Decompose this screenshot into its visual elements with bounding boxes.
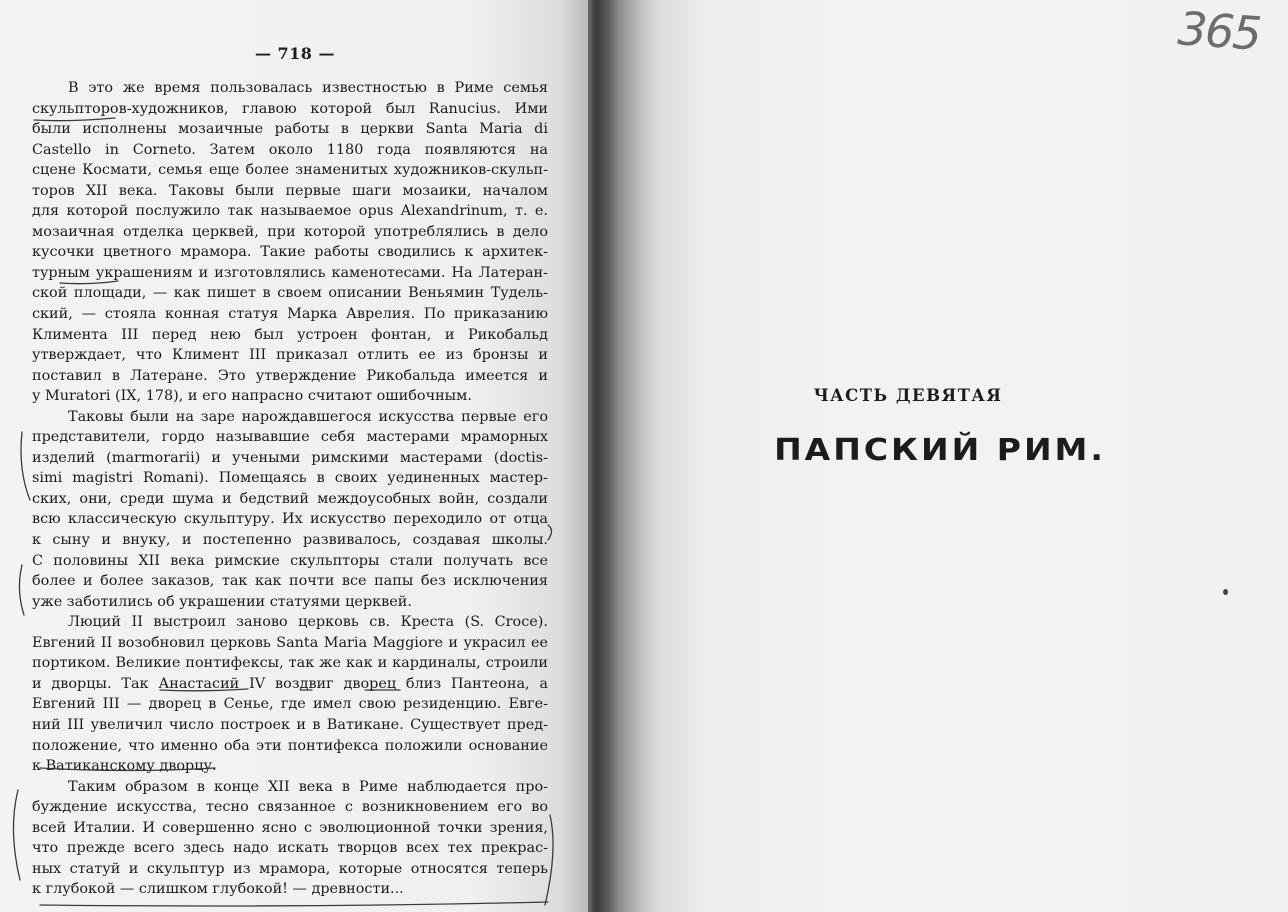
text-line: поставил в Латеране. Это утверждение Рикобальда имеется и	[32, 367, 548, 384]
part-label: ЧАСТЬ ДЕВЯТАЯ	[813, 386, 1003, 405]
text-line: портиком. Великие понтифексы, так же как и кардиналы, строили	[32, 655, 548, 672]
text-line: кусочки цветного мрамора. Такие работы сводились к архитек-	[32, 244, 548, 261]
text-line: более и более заказов, так как почти все папы без исключения	[32, 573, 548, 590]
text-line: к глубокой — слишком глубокой! — древности...	[32, 881, 404, 898]
paragraph	[32, 78, 548, 407]
text-line: Люций II выстроил заново церковь св. Креста (S. Croce).	[68, 614, 548, 631]
text-line: были исполнены мозаичные работы в церкви Santa Maria di	[32, 121, 548, 138]
text-line: ской площади, — как пишет в своем описании Веньямин Тудель-	[32, 285, 548, 302]
text-line: Таковы были на заре нарождавшегося искусства первые его	[68, 408, 548, 425]
text-line: у Muratori (IX, 178), и его напрасно считают ошибочным.	[32, 388, 472, 405]
text-line: Таким образом в конце XII века в Риме наблюдается про-	[68, 778, 548, 795]
text-line: изделий (marmorarii) и учеными римскими мастерами (doctis-	[32, 449, 548, 466]
text-line: уже заботились об украшении статуями церквей.	[32, 593, 412, 610]
text-line: к сыну и внуку, и постепенно развивалось, создавая школы.	[32, 532, 548, 549]
book-gutter	[588, 0, 658, 912]
text-line: С половины XII века римские скульпторы стали получать все	[32, 552, 548, 569]
text-line: утверждает, что Климент III приказал отлить ее из бронзы и	[32, 347, 548, 364]
text-line: что прежде всего здесь надо искать творцов всех тех прекрас-	[32, 840, 548, 857]
text-column	[32, 78, 548, 900]
text-line: всей Италии. И совершенно ясно с эволюционной точки зрения,	[32, 819, 548, 836]
handwritten-page-number: 365	[1176, 1, 1262, 61]
ink-speck	[1223, 589, 1228, 595]
text-line: Евгений II возобновил церковь Santa Maria Maggiore и украсил ее	[32, 634, 548, 651]
text-line: турным украшениям и изготовлялись каменотесами. На Латеран-	[32, 264, 548, 281]
text-line: В это же время пользовалась известностью в Риме семья	[68, 80, 548, 96]
text-line: всю классическую скульптуру. Их искусство переходило от отца	[32, 511, 548, 528]
text-line: сцене Космати, семья еще более знаменитых художников-скульп-	[32, 162, 548, 179]
text-line: буждение искусства, тесно связанное с возникновением его во	[32, 799, 548, 816]
text-line: Климента III перед нею был устроен фонтан, и Рикобальд	[32, 326, 548, 343]
text-line: Castello in Corneto. Затем около 1180 года появляются на	[32, 141, 548, 158]
text-line: ских, они, среди шума и бедствий междоусобных войн, создали	[32, 490, 548, 507]
text-line: положение, что именно оба эти понтифекса положили основание	[32, 737, 548, 754]
page-number: — 718 —	[254, 44, 336, 63]
text-line: к Ватиканскому дворцу.	[32, 758, 217, 775]
left-page	[0, 0, 590, 912]
paragraph	[32, 777, 548, 900]
text-line: ний III увеличил число построек и в Ватикане. Существует пред-	[32, 716, 548, 733]
text-line: simi magistri Romani). Помещаясь в своих уединенных мастер-	[32, 470, 548, 487]
text-line: ский, — стояла конная статуя Марка Аврелия. По приказанию	[32, 306, 548, 323]
paragraph	[32, 612, 548, 776]
text-line: Евгений III — дворец в Сенье, где имел свою резиденцию. Евге-	[32, 696, 548, 713]
chapter-title: ПАПСКИЙ РИМ.	[774, 431, 1106, 468]
text-line: торов XII века. Таковы были первые шаги мозаики, началом	[32, 182, 548, 199]
text-line: представители, гордо называвшие себя мастерами мраморных	[32, 429, 548, 446]
text-line: и дворцы. Так Анастасий IV воздвиг дворец близ Пантеона, а	[32, 675, 548, 692]
text-line: скульпторов-художников, главою которой был Ranucius. Ими	[32, 100, 548, 117]
text-line: мозаичная отделка церквей, при которой употреблялись в дело	[32, 223, 548, 240]
paragraph	[32, 407, 548, 612]
text-line: для которой послужило так называемое opus Alexandrinum, т. е.	[32, 203, 548, 220]
text-line: ных статуй и скульптур из мрамора, которые относятся теперь	[32, 860, 548, 877]
